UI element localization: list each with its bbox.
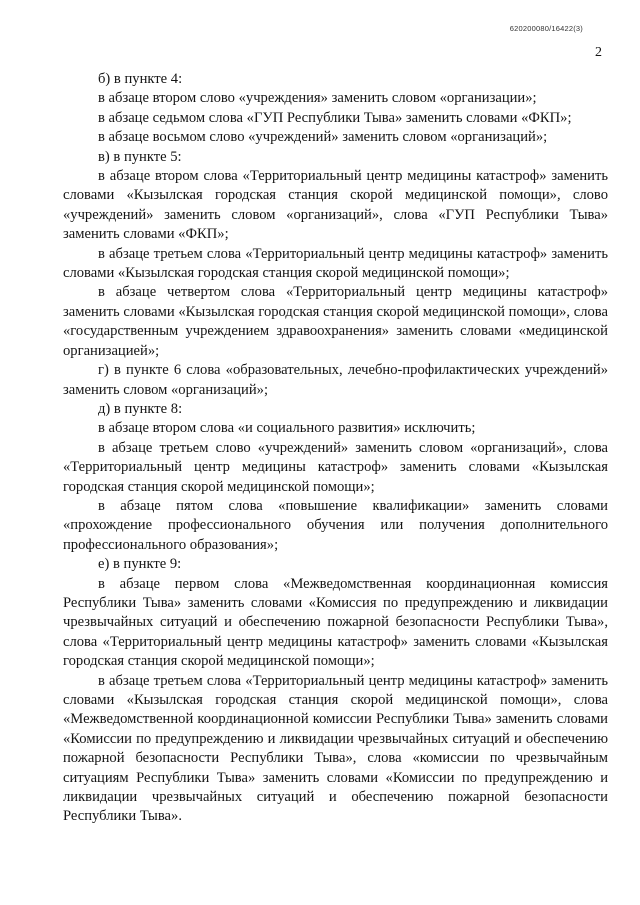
paragraph: в абзаце седьмом слова «ГУП Республики Тыва» заменить словами «ФКП»; [98,109,572,126]
page-number: 2 [595,45,602,60]
paragraph: в абзаце втором слова «Территориальный центр медицины катастроф» заменить словами «Кызылская городская станция скорой медицинской помощи», слово «учреждений» заменить словом «организаций», слова «ГУП Республики Тыва» заменить словами «ФКП»; [63,168,608,243]
paragraph: в абзаце четвертом слова «Территориальный центр медицины катастроф» заменить словами «Кызылская городская станция скорой медицинской помощи», слова «государственным учреждением здравоохранения» заменить словами «медицинской организацией»; [63,284,608,359]
paragraph: е) в пункте 9: [98,556,182,573]
paragraph: в абзаце втором слова «и социального развития» исключить; [98,420,476,437]
paragraph: б) в пункте 4: [98,71,183,87]
paragraph: г) в пункте 6 слова «образовательных, лечебно-профилактических учреждений» заменить словом «организаций»; [63,362,608,398]
paragraph: в абзаце третьем слова «Территориальный центр медицины катастроф» заменить словами «Кызылская городская станция скорой медицинской помощи»; [63,245,608,282]
paragraph: в абзаце третьем слово «учреждений» заменить словом «организаций», слова «Территориальный центр медицины катастроф» заменить словами «Кызылская городская станция скорой медицинской помощи»; [63,439,608,495]
paragraph: в) в пункте 5: [98,148,182,165]
paragraph: в абзаце первом слова «Межведомственная координационная комиссия Республики Тыва» заменить словами «Комиссия по предупреждению и ликвидации чрезвычайных ситуаций и обеспечению пожарной безопасности Республики Тыва», слова «Территориальный центр медицины катастроф» заменить словами «Кызылская городская станция скорой медицинской помощи»; [63,575,608,670]
paragraph: в абзаце восьмом слово «учреждений» заменить словом «организаций»; [98,129,548,146]
paragraph: в абзаце втором слово «учреждения» заменить словом «организации»; [98,90,537,107]
paragraph: в абзаце третьем слова «Территориальный центр медицины катастроф» заменить словами «Кызылская городская станция скорой медицинской помощи», слова «Межведомственной координационной комиссии Республики Тыва» заменить словами «Комиссии по предупреждению и ликвидации чрезвычайных ситуаций и обеспечению пожарной безопасности Республики Тыва», слова «комиссии по чрезвычайным ситуациям Республики Тыва» заменить словами «Комиссии по предупреждению и ликвидации чрезвычайных ситуаций и обеспечению пожарной безопасности Республики Тыва». [63,672,608,825]
document-code: 620200080/16422(3) [509,24,583,33]
paragraph: д) в пункте 8: [98,400,183,417]
paragraph: в абзаце пятом слова «повышение квалификации» заменить словами «прохождение профессионального обучения или получения дополнительного профессионального образования»; [63,497,608,553]
document-body [63,70,608,827]
